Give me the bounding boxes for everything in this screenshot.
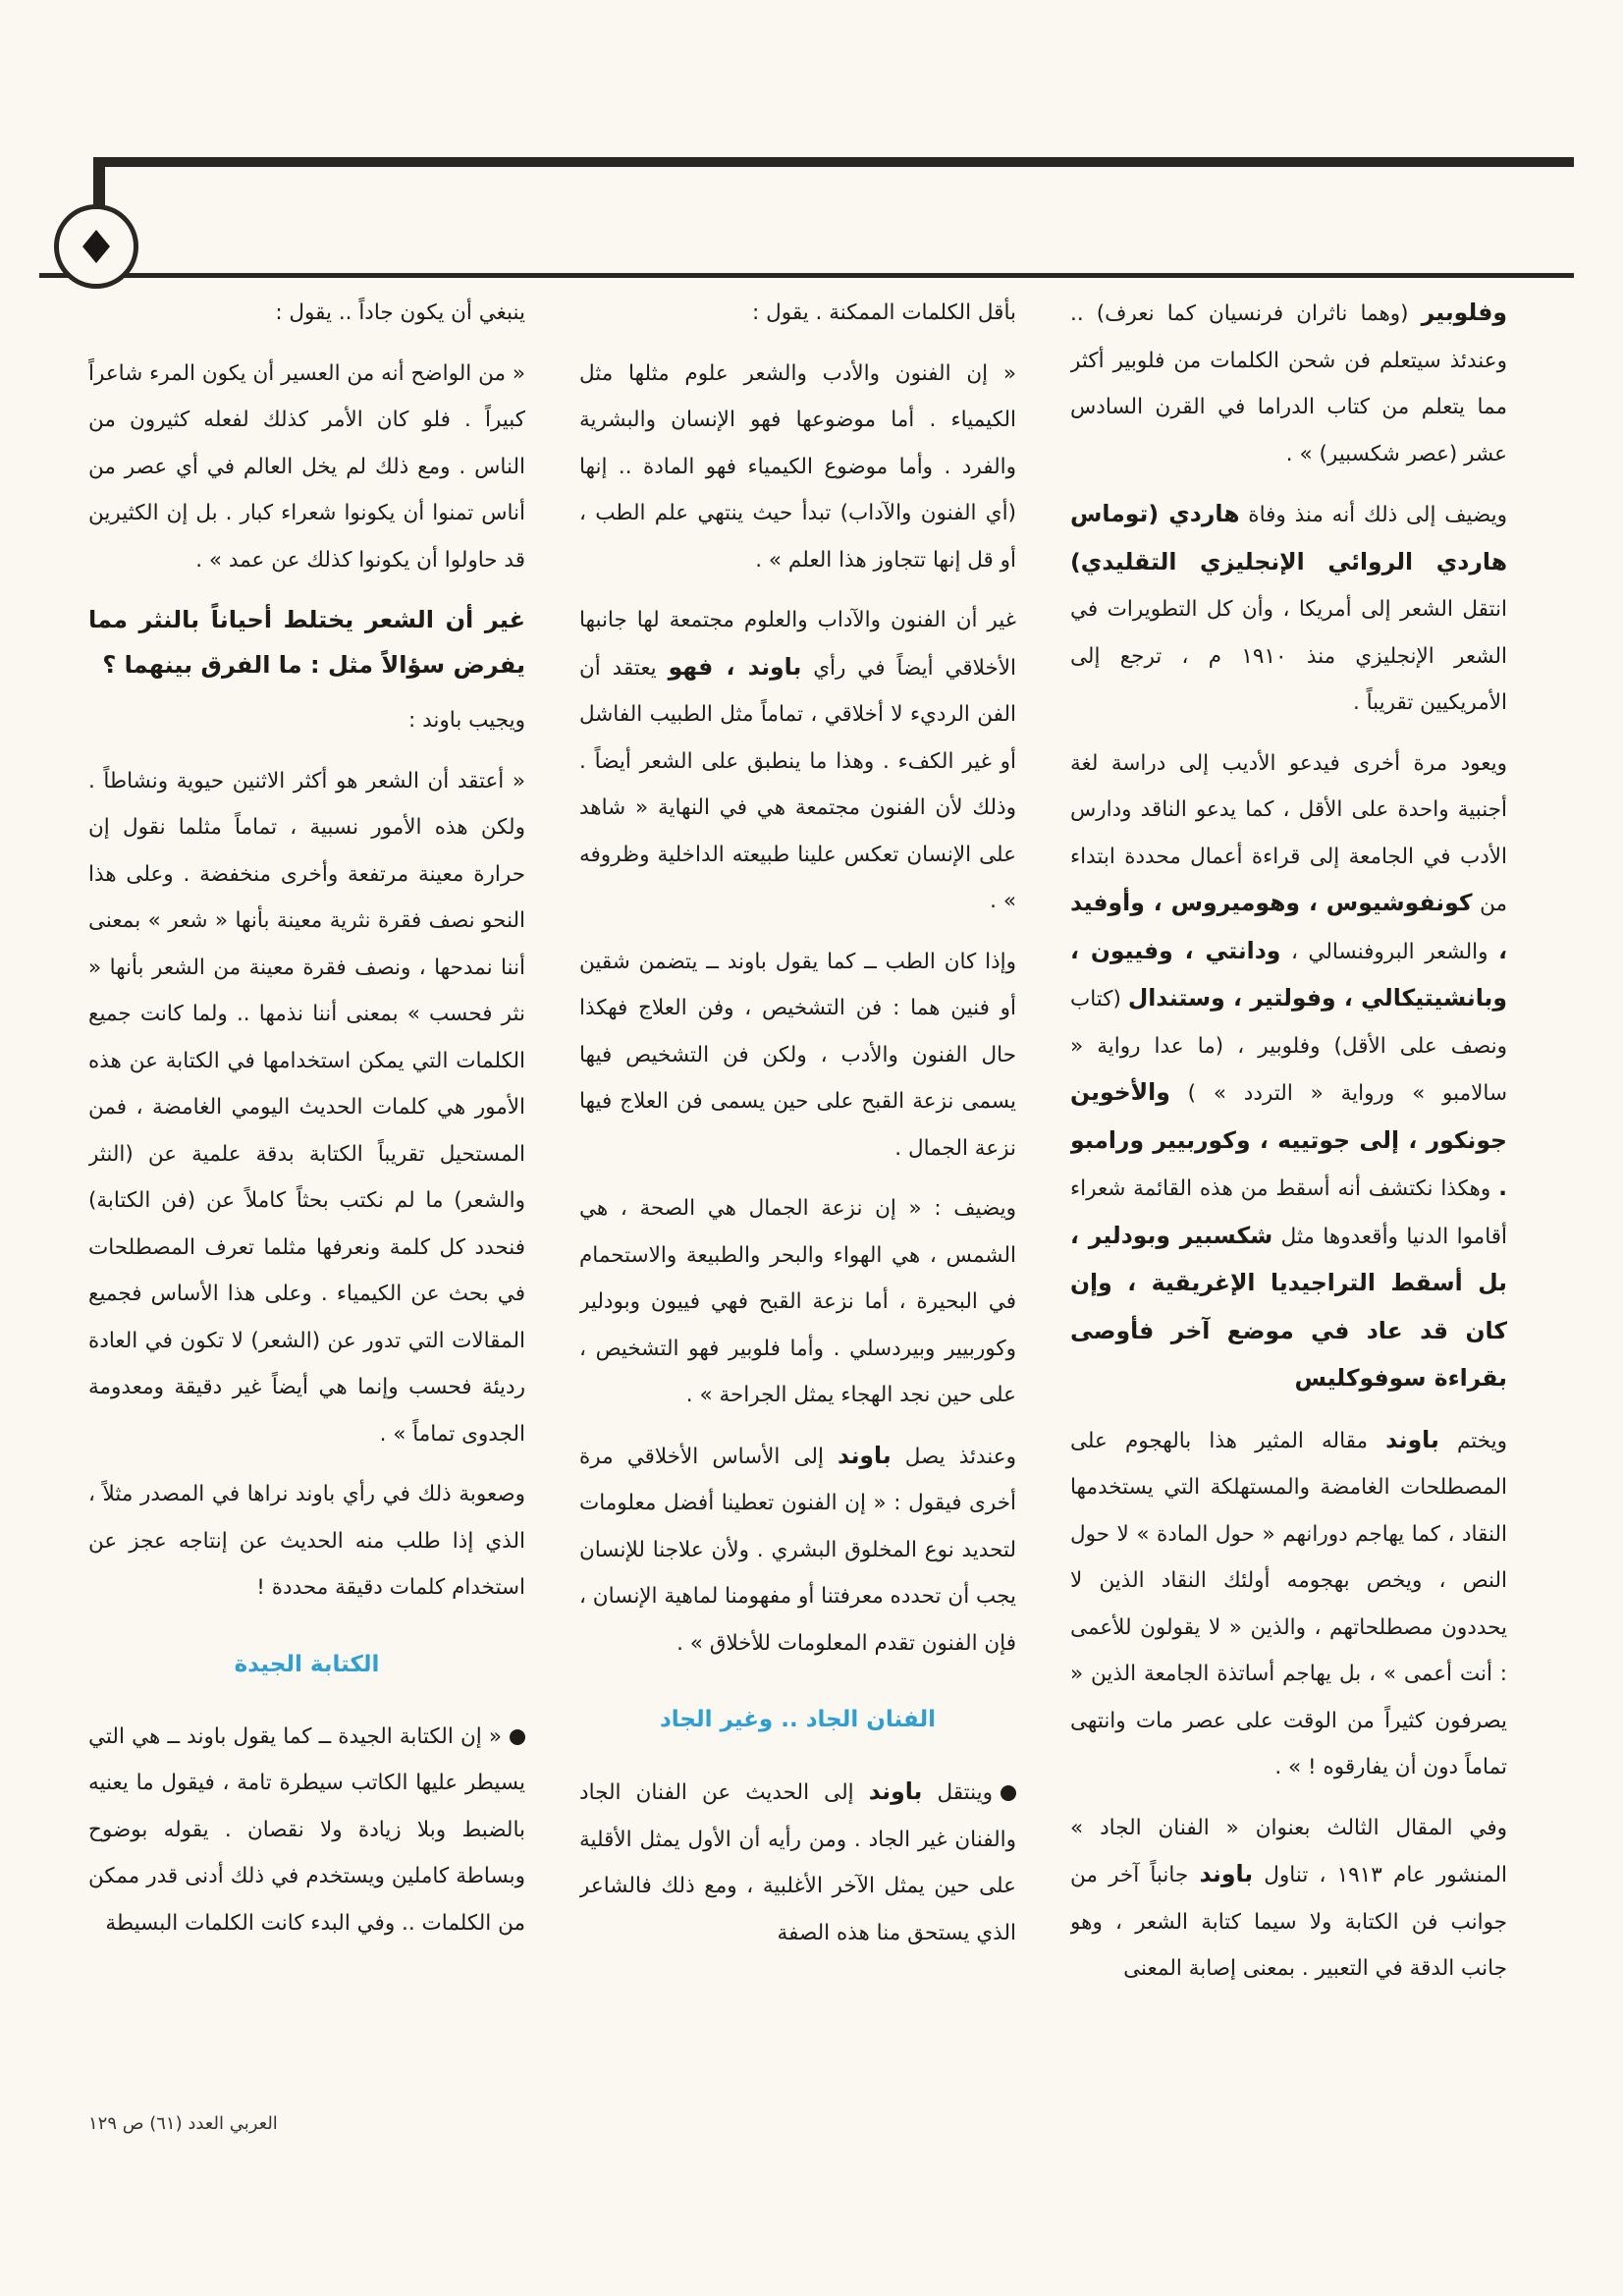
text: (كتاب ونصف على الأقل) وفلوبير ، (ما عدا رواية « سالامبو » ورواية « التردد » ) — [1070, 987, 1507, 1106]
text: وينتقل — [922, 1780, 993, 1805]
bullet-icon — [1001, 1785, 1016, 1801]
subheading: غير أن الشعر يختلط أحياناً بالنثر مما يفرض سؤالاً مثل : ما الفرق بينهما ؟ — [88, 606, 525, 679]
text: غير أن الفنون والآداب والعلوم مجتمعة لها جانبها الأخلاقي أيضاً في رأي — [579, 608, 1016, 681]
text: وفي المقال الثالث بعنوان « الفنان الجاد » المنشور عام ١٩١٣ ، تناول — [1070, 1815, 1507, 1887]
paragraph — [579, 1769, 1016, 1956]
text: ويختم — [1438, 1428, 1507, 1453]
paragraph — [579, 597, 1016, 925]
paragraph: وإذا كان الطب ــ كما يقول باوند ــ يتضمن شقين أو فنين هما : فن التشخيص ، وفن العلاج فهكذا حال الفنون والأدب ، ولكن فن التشخيص فيها يسمى نزعة القبح على حين يسمى فن العلاج فيها نزعة الجمال . — [579, 949, 1016, 1161]
text: مقاله المثير هذا بالهجوم على المصطلحات الغامضة والمستهلكة التي يستخدمها النقاد ، كما يهاجم دورانهم « حول المادة » لا حول النص ، ويخص بهجومه أولئك النقاد الذين لا يحددون مصطلحاتهم ، والذين « لا يقولون للأعمى : أنت أعمى » ، بل يهاجم أساتذة الجامعة الذين « يصرفون كثيراً من الوقت على عصر مات وانتهى تماماً دون أن يفارقوه ! » . — [1070, 1428, 1507, 1779]
section-title: الكتابة الجيدة — [234, 1651, 380, 1677]
column-2 — [579, 290, 1016, 2119]
bullet-icon — [510, 1729, 525, 1745]
column-1 — [1070, 290, 1507, 2119]
text: (وهما ناثران فرنسيان كما نعرف) .. وعندئذ سيتعلم فن شحن الكلمات من فلوبير أكثر مما يتعلم من كتاب الدراما في القرن السادس عشر (عصر شكسبير) » . — [1070, 301, 1507, 466]
paragraph: بأقل الكلمات الممكنة . يقول : — [752, 301, 1016, 325]
paragraph: ينبغي أن يكون جاداً .. يقول : — [275, 301, 525, 325]
paragraph — [1070, 1417, 1507, 1791]
paragraph: « من الواضح أنه من العسير أن يكون المرء شاعراً كبيراً . فلو كان الأمر كذلك لفعله كثيرون من الناس . ومع ذلك لم يخل العالم في أي عصر من أناس تمنوا أن يكونوا شعراء كبار . بل إن الكثيرين قد حاولوا أن يكونوا كذلك عن عمد » . — [88, 360, 525, 573]
bold-text: باوند ، فهو — [668, 652, 802, 681]
bold-text: باوند — [868, 1777, 923, 1805]
paragraph: « إن الفنون والأدب والشعر علوم مثلها مثل الكيمياء . أما موضوعها فهو الإنسان والبشرية والفرد . وأما موضوع الكيمياء فهو المادة .. إنها (أي الفنون والآداب) تبدأ حيث ينتهي علم الطب ، أو قل إنها تتجاوز هذا العلم » . — [579, 360, 1016, 573]
column-top-rule — [39, 273, 1574, 278]
text: ويعود مرة أخرى فيدعو الأديب إلى دراسة لغة أجنبية واحدة على الأقل ، كما يدعو الناقد ودارس الأدب في الجامعة إلى قراءة أعمال محددة ابتداء من — [1070, 750, 1507, 916]
text: « إن الكتابة الجيدة ــ كما يقول باوند ــ هي التي يسيطر عليها الكاتب سيطرة تامة ، فيقول ما يعنيه بالضبط وبلا زيادة ولا نقصان . يقوله بوضوح وبساطة كاملين ويستخدم في ذلك أدنى قدر ممكن من الكلمات .. وفي البدء كانت الكلمات البسيطة — [88, 1723, 525, 1936]
bold-text: هاردي (توماس هاردي الروائي الإنجليزي التقليدي) — [1070, 500, 1507, 575]
page-footer: العربي العدد (٦١) ص ١٢٩ — [88, 2113, 278, 2134]
text: يعتقد أن الفن الرديء لا أخلاقي ، تماماً مثل الطبيب الفاشل أو غير الكفء . وهذا ما ينطبق على الشعر أيضاً . وذلك لأن الفنون مجتمعة هي في النهاية « شاهد على الإنسان تعكس علينا طبيعته الداخلية وظروفه » . — [579, 655, 1016, 913]
paragraph: ويضيف : « إن نزعة الجمال هي الصحة ، هي الشمس ، هي الهواء والبحر والطبيعة والاستحمام في البحيرة ، أما نزعة القبح فهي فييون وبودلير وكوربيير وبيردسلي . وأما فلوبير فهو التشخيص ، على حين نجد الهجاء يمثل الجراحة » . — [579, 1196, 1016, 1407]
bold-text: شكسبير وبودلير ، بل أسقط التراجيديا الإغريقية ، وإن كان قد عاد في موضع آخر فأوصى بقراءة سوفوكليس — [1070, 1221, 1507, 1392]
bold-text: باوند — [1385, 1425, 1439, 1453]
paragraph: ويجيب باوند : — [408, 708, 525, 733]
text: جانباً آخر من جوانب فن الكتابة ولا سيما كتابة الشعر ، وهو جانب الدقة في التعبير . بمعنى إصابة المعنى — [1070, 1863, 1507, 1981]
bold-text: وفلوبير — [1421, 299, 1507, 326]
paragraph — [579, 1433, 1016, 1667]
paragraph: وصعوبة ذلك في رأي باوند نراها في المصدر مثلاً ، الذي إذا طلب منه الحديث عن إنتاجه عجز عن استخدام كلمات دقيقة محددة ! — [88, 1482, 525, 1600]
column-3 — [88, 290, 525, 2119]
text: وعندئذ يصل — [891, 1444, 1016, 1469]
text: انتقل الشعر إلى أمريكا ، وأن كل التطويرات في الشعر الإنجليزي منذ ١٩١٠ م ، ترجع إلى الأمريكيين تقريباً . — [1070, 597, 1507, 715]
text: إلى الأساس الأخلاقي مرة أخرى فيقول : « إن الفنون تعطينا أفضل معلومات لتحديد نوع المخلوق البشري . ولأن علاجنا للإنسان يجب أن تحدده معرفتنا أو مفهومنا لماهية الإنسان ، فإن الفنون تقدم المعلومات للأخلاق » . — [579, 1444, 1016, 1656]
paragraph — [1070, 740, 1507, 1403]
bold-text: والأخوين جونكور ، إلى جوتييه ، وكوربيير ورامبو . — [1070, 1078, 1507, 1201]
text: إلى الحديث عن الفنان الجاد والفنان غير الجاد . ومن رأيه أن الأول يمثل الأقلية على حين يمثل الآخر الأغلبية ، ومع ذلك فالشاعر الذي يستحق منا هذه الصفة — [579, 1780, 1016, 1945]
page-ornament-icon — [54, 204, 138, 289]
header-rule — [93, 157, 1574, 167]
text: ويضيف إلى ذلك أنه منذ وفاة — [1239, 503, 1507, 527]
text: والشعر البروفنسالي ، — [1280, 939, 1499, 964]
bold-text: باوند — [1199, 1860, 1254, 1887]
paragraph — [1070, 491, 1507, 727]
bold-text: ودانتي ، وفييون ، وبانشيتيكالي ، وفولتير ، وستندال — [1070, 936, 1507, 1011]
paragraph — [1070, 290, 1507, 477]
paragraph: « أعتقد أن الشعر هو أكثر الاثنين حيوية ونشاطاً . ولكن هذه الأمور نسبية ، تماماً مثلما نقول إن حرارة معينة مرتفعة وأخرى منخفضة . وعلى هذا النحو نصف فقرة نثرية معينة بأنها « شعر » بمعنى أننا نمدحها ، ونصف فقرة معينة من الشعر بأنها « نثر فحسب » بمعنى أننا نذمها .. ولما كانت جميع الكلمات التي يمكن استخدامها في الكتابة عن هذه الأمور هي كلمات الحديث اليومي الغامضة ، فمن المستحيل تقريباً الكتابة بدقة علمية عن (النثر والشعر) ما لم نكتب بحثاً كاملاً عن (فن الكتابة) فنحدد كل كلمة ونعرفها مثلما تعرف المصطلحات في بحث عن الكيمياء . وعلى هذا الأساس فجميع المقالات التي تدور عن (الشعر) لا تكون في العادة رديئة فحسب وإنما هي أيضاً غير دقيقة ومعدومة الجدوى تماماً » . — [88, 768, 525, 1447]
section-title: الفنان الجاد .. وغير الجاد — [659, 1707, 936, 1732]
text: وهكذا نكتشف أنه أسقط من هذه القائمة شعراء أقاموا الدنيا وأقعدوها مثل — [1070, 1176, 1507, 1249]
bold-text: باوند — [838, 1441, 892, 1469]
paragraph — [88, 1714, 525, 1947]
paragraph — [1070, 1805, 1507, 1993]
bold-text: كونفوشيوس ، وهوميروس ، وأوفيد ، — [1070, 889, 1507, 964]
